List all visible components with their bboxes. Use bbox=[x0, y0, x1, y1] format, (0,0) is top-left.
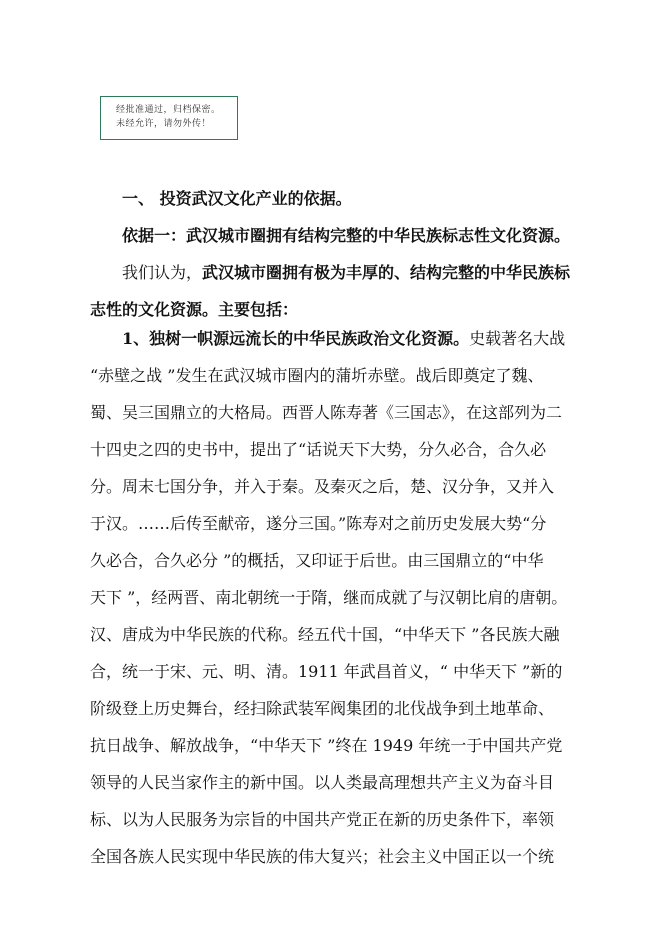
section-heading: 一、 投资武汉文化产业的依据。 bbox=[122, 189, 352, 208]
paragraph-line: 阶级登上历史舞台，经扫除武装军阀集团的北伐战争到土地革命、 bbox=[90, 699, 555, 718]
confidential-stamp bbox=[100, 96, 238, 140]
paragraph-line: 分。周末七国分争，并入于秦。及秦灭之后，楚、汉分争，又并入 bbox=[90, 477, 555, 496]
paragraph-line: 汉、唐成为中华民族的代称。经五代十国，“中华天下 ”各民族大融 bbox=[90, 625, 560, 644]
paragraph-line: 十四史之四的史书中，提出了“话说天下大势，分久必合，合久必 bbox=[90, 440, 547, 459]
intro-lead: 我们认为， bbox=[122, 263, 203, 282]
basis-one-heading: 依据一：武汉城市圈拥有结构完整的中华民族标志性文化资源。 bbox=[122, 226, 571, 245]
paragraph-line: 全国各族人民实现中华民族的伟大复兴；社会主义中国正以一个统 bbox=[90, 847, 555, 866]
stamp-line-2: 未经允许，请勿外传！ bbox=[116, 119, 212, 129]
paragraph-line: 标、以为人民服务为宗旨的中国共产党正在新的历史条件下，率领 bbox=[90, 810, 555, 829]
paragraph-line: 合，统一于宋、元、明、清。1911 年武昌首义，“ 中华天下 ”新的 bbox=[90, 662, 563, 681]
paragraph-line: 抗日战争、解放战争，“中华天下 ”终在 1949 年统一于中国共产党 bbox=[90, 736, 563, 755]
intro-line-1 bbox=[90, 254, 571, 291]
paragraph-line: “赤壁之战 ”发生在武汉城市圈内的蒲圻赤壁。战后即奠定了魏、 bbox=[90, 366, 544, 385]
intro-paragraph bbox=[90, 254, 571, 328]
intro-bold-2: 志性的文化资源。主要包括： bbox=[90, 300, 299, 319]
point-line-tail: 史载著名大战 bbox=[469, 329, 566, 348]
stamp-line-1: 经批准通过，归档保密。 bbox=[116, 105, 221, 115]
paragraph-line: 领导的人民当家作主的新中国。以人类最高理想共产主义为奋斗目 bbox=[90, 773, 555, 792]
point-title: 1、独树一帜源远流长的中华民族政治文化资源。 bbox=[122, 329, 470, 348]
political-culture-paragraph bbox=[90, 320, 568, 875]
paragraph-line: 天下 ”，经两晋、南北朝统一于隋，继而成就了与汉朝比肩的唐朝。 bbox=[90, 588, 568, 607]
paragraph-line: 于汉。……后传至献帝，遂分三国。”陈寿对之前历史发展大势“分 bbox=[90, 514, 547, 533]
paragraph-line bbox=[90, 320, 566, 357]
paragraph-line: 久必合，合久必分 ”的概括，又印证于后世。由三国鼎立的“中华 bbox=[90, 551, 544, 570]
intro-bold-1: 武汉城市圈拥有极为丰厚的、结构完整的中华民族标 bbox=[202, 263, 571, 282]
paragraph-line: 蜀、吴三国鼎立的大格局。西晋人陈寿著《三国志》，在这部列为二 bbox=[90, 403, 563, 422]
